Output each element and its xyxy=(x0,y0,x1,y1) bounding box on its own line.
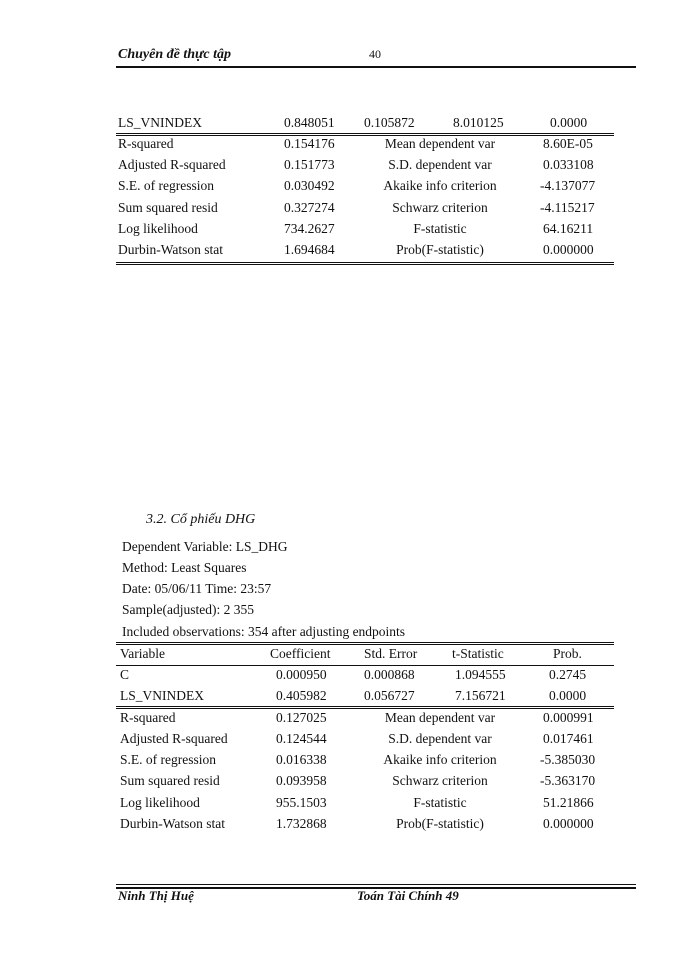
meta-included: Included observations: 354 after adjusting endpoints xyxy=(122,624,406,639)
t2-row-prob: 0.2745 xyxy=(549,667,587,682)
meta-sample: Sample(adjusted): 2 355 xyxy=(122,602,254,617)
t2-stat-label: Durbin-Watson stat xyxy=(120,816,226,831)
t1-coefficient: 0.848051 xyxy=(284,115,335,130)
meta-date: Date: 05/06/11 Time: 23:57 xyxy=(122,581,272,596)
t2-stat-value2: 0.000991 xyxy=(543,710,594,725)
t2-col-t-stat: t-Statistic xyxy=(452,646,504,661)
t2-stat-value: 0.016338 xyxy=(276,752,327,767)
t1-stat-value2: 0.000000 xyxy=(543,242,594,257)
t1-stat-value2: 64.16211 xyxy=(543,221,594,236)
t1-stat-label: Sum squared resid xyxy=(118,200,218,215)
t1-stat-label2: Prob(F-statistic) xyxy=(396,242,484,257)
t1-stat-label2: Akaike info criterion xyxy=(383,178,497,193)
t2-col-prob: Prob. xyxy=(553,646,582,661)
t1-t-stat: 8.010125 xyxy=(453,115,504,130)
t2-row-coefficient: 0.000950 xyxy=(276,667,327,682)
t1-stat-label2: Mean dependent var xyxy=(384,136,496,151)
t2-row-variable: LS_VNINDEX xyxy=(120,688,204,703)
t2-stat-label: R-squared xyxy=(120,710,176,725)
t2-stat-label2: Mean dependent var xyxy=(384,710,496,725)
t1-variable: LS_VNINDEX xyxy=(118,115,202,130)
t1-stat-label: Adjusted R-squared xyxy=(118,157,226,172)
t2-stat-value: 0.127025 xyxy=(276,710,327,725)
t2-row-coefficient: 0.405982 xyxy=(276,688,327,703)
t2-stat-label: S.E. of regression xyxy=(120,752,216,767)
section-heading: 3.2. Cổ phiếu DHG xyxy=(146,512,256,527)
t2-stat-value: 1.732868 xyxy=(276,816,327,831)
t1-stat-value: 1.694684 xyxy=(284,242,335,257)
t1-std-error: 0.105872 xyxy=(364,115,415,130)
t2-stat-label: Adjusted R-squared xyxy=(120,731,228,746)
t2-stat-value2: 0.017461 xyxy=(543,731,594,746)
t1-stat-value2: -4.115217 xyxy=(540,200,595,215)
t2-row-t-stat: 7.156721 xyxy=(455,688,506,703)
t1-stat-value2: -4.137077 xyxy=(540,178,596,193)
t1-stat-label: Durbin-Watson stat xyxy=(118,242,224,257)
t2-divider xyxy=(116,706,614,709)
t2-stat-value2: -5.385030 xyxy=(540,752,596,767)
t1-stat-value: 0.151773 xyxy=(284,157,335,172)
t2-col-variable: Variable xyxy=(120,646,165,661)
t1-stat-value2: 0.033108 xyxy=(543,157,594,172)
t1-stat-label2: Schwarz criterion xyxy=(392,200,488,215)
footer-class: Toán Tài Chính 49 xyxy=(357,888,459,903)
t2-stat-value2: -5.363170 xyxy=(540,773,596,788)
t2-stat-value: 0.124544 xyxy=(276,731,327,746)
header-title: Chuyên đề thực tập xyxy=(118,47,232,62)
t2-stat-value2: 0.000000 xyxy=(543,816,594,831)
footer-rule xyxy=(116,884,636,885)
t2-row-std-error: 0.000868 xyxy=(364,667,415,682)
t2-col-std-error: Std. Error xyxy=(364,646,418,661)
page-number: 40 xyxy=(369,47,381,61)
t1-stat-value: 734.2627 xyxy=(284,221,335,236)
t1-stat-value: 0.327274 xyxy=(284,200,335,215)
t1-stat-value: 0.154176 xyxy=(284,136,335,151)
t2-stat-value: 0.093958 xyxy=(276,773,327,788)
footer-author: Ninh Thị Huệ xyxy=(118,888,194,903)
t1-stat-value: 0.030492 xyxy=(284,178,335,193)
t2-col-coefficient: Coefficient xyxy=(270,646,331,661)
t1-stat-label2: F-statistic xyxy=(413,221,467,236)
t2-stat-label2: F-statistic xyxy=(413,795,467,810)
t2-row-variable: C xyxy=(120,667,130,682)
t1-stat-label: Log likelihood xyxy=(118,221,198,236)
t2-stat-label: Sum squared resid xyxy=(120,773,220,788)
t2-stat-label: Log likelihood xyxy=(120,795,200,810)
t2-row-t-stat: 1.094555 xyxy=(455,667,506,682)
t2-stat-label2: S.D. dependent var xyxy=(388,731,492,746)
meta-dependent: Dependent Variable: LS_DHG xyxy=(122,539,288,554)
header-rule xyxy=(116,66,636,68)
t1-bottom-rule xyxy=(116,262,614,265)
t2-stat-label2: Prob(F-statistic) xyxy=(396,816,484,831)
t1-stat-value2: 8.60E-05 xyxy=(543,136,593,151)
t1-divider xyxy=(116,133,614,136)
t2-stat-value: 955.1503 xyxy=(276,795,327,810)
meta-method: Method: Least Squares xyxy=(122,560,247,575)
t1-stat-label2: S.D. dependent var xyxy=(388,157,492,172)
t1-stat-label: S.E. of regression xyxy=(118,178,214,193)
t1-stat-label: R-squared xyxy=(118,136,174,151)
t1-prob: 0.0000 xyxy=(550,115,588,130)
t2-row-prob: 0.0000 xyxy=(549,688,587,703)
t2-stat-label2: Schwarz criterion xyxy=(392,773,488,788)
t2-row-std-error: 0.056727 xyxy=(364,688,415,703)
t2-stat-value2: 51.21866 xyxy=(543,795,594,810)
t2-stat-label2: Akaike info criterion xyxy=(383,752,497,767)
